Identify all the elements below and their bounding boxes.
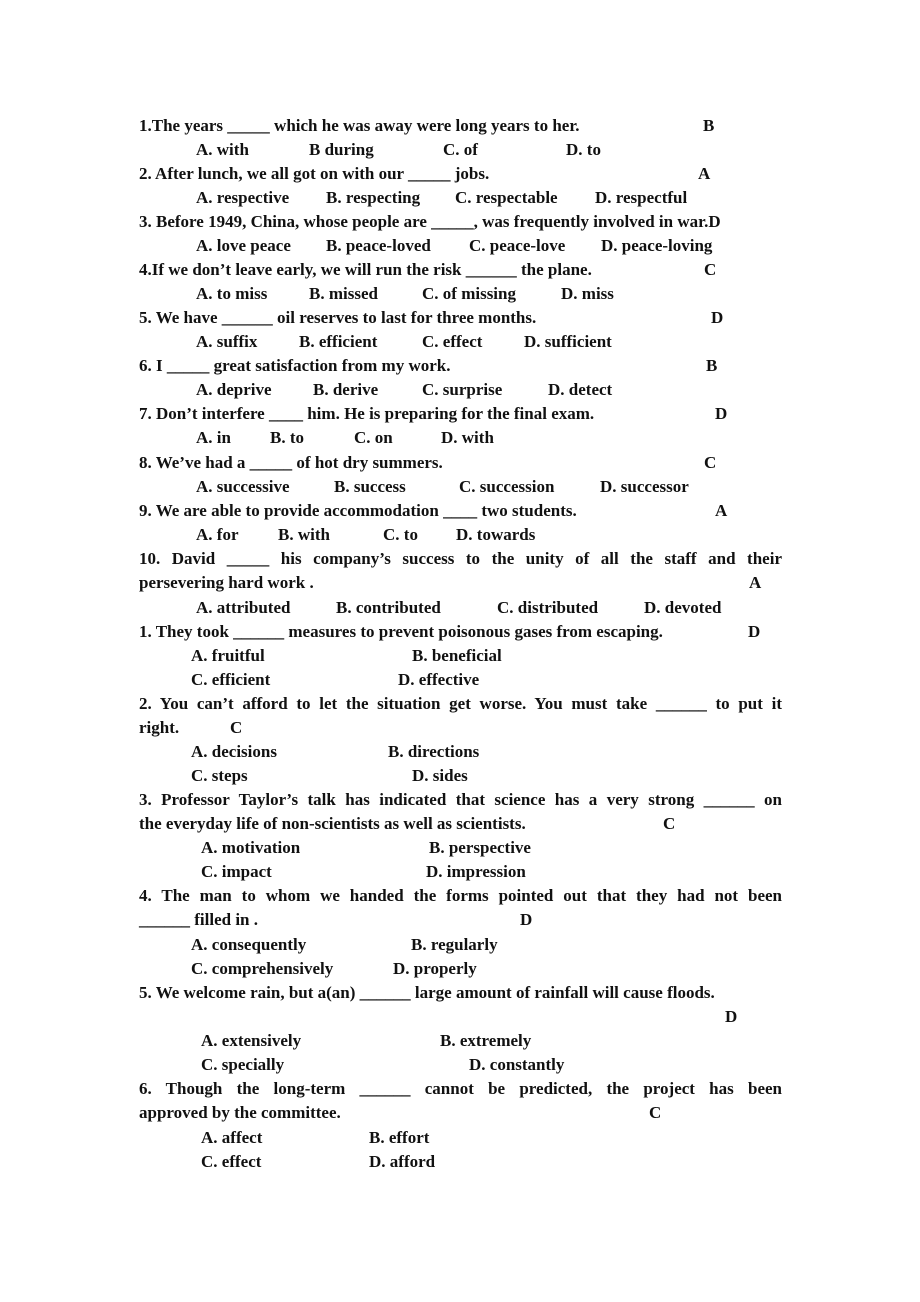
option: B during [309,140,374,159]
question-10-text-line2: persevering hard work . [139,573,314,592]
option: D. detect [548,380,613,399]
option: B. extremely [440,1031,532,1050]
question-6-answer: B [706,356,718,375]
option: D. properly [393,959,477,978]
part2-question-6-text-line1: 6. Though the long-term ______ cannot be predicted, the project has been [139,1079,782,1098]
option: D. successor [600,477,689,496]
option: A. fruitful [191,646,265,665]
option: C. steps [191,766,248,785]
question-1-answer: B [703,116,715,135]
option: A. respective [196,188,290,207]
option: A. decisions [191,742,277,761]
option: C. of [443,140,478,159]
option: C. succession [459,477,555,496]
question-10-text-line1: 10. David _____ his company’s success to the unity of all the staff and their [139,549,782,568]
question-9-answer: A [715,501,728,520]
option: C. efficient [191,670,271,689]
option: C. respectable [455,188,558,207]
part2-question-4-answer: D [520,910,533,929]
option: A. with [196,140,249,159]
option: D. with [441,428,494,447]
part2-question-5-text: 5. We welcome rain, but a(an) ______ large amount of rainfall will cause floods. [139,983,715,1002]
option: C. distributed [497,598,599,617]
option: C. effect [422,332,483,351]
part2-question-2-text-line2: right. [139,718,180,737]
option: C. effect [201,1152,262,1171]
option: A. attributed [196,598,291,617]
option: B. contributed [336,598,441,617]
option: D. to [566,140,601,159]
part2-question-4-text-line1: 4. The man to whom we handed the forms pointed out that they had not been [139,886,782,905]
option: A. in [196,428,231,447]
option: B. success [334,477,406,496]
option: B. efficient [299,332,378,351]
part2-question-2-text-line1: 2. You can’t afford to let the situation get worse. You must take ______ to put it [139,694,782,713]
option: B. effort [369,1128,430,1147]
option: B. regularly [411,935,498,954]
question-6-text: 6. I _____ great satisfaction from my work. [139,356,451,375]
option: C. specially [201,1055,285,1074]
option: D. towards [456,525,536,544]
option: D. respectful [595,188,688,207]
question-8-text: 8. We’ve had a _____ of hot dry summers. [139,453,443,472]
option: D. effective [398,670,480,689]
option: B. missed [309,284,378,303]
part2-question-4-text-line2: ______ filled in . [139,910,259,929]
option: A. to miss [196,284,268,303]
question-9-text: 9. We are able to provide accommodation ____ two students. [139,501,577,520]
part2-question-3-text-line1: 3. Professor Taylor’s talk has indicated that science has a very strong ______ on [139,790,782,809]
part2-question-3-answer: C [663,814,676,833]
option: C. surprise [422,380,503,399]
question-5-answer: D [711,308,724,327]
option: B. derive [313,380,379,399]
question-7-answer: D [715,404,728,423]
option: C. of missing [422,284,516,303]
option: D. sufficient [524,332,612,351]
option: A. deprive [196,380,272,399]
part2-question-2-answer: C [230,718,243,737]
option: A. affect [201,1128,263,1147]
question-7-text: 7. Don’t interfere ____ him. He is preparing for the final exam. [139,404,595,423]
option: C. to [383,525,418,544]
option: C. impact [201,862,272,881]
option: C. on [354,428,393,447]
question-4-text: 4.If we don’t leave early, we will run the risk ______ the plane. [139,260,592,279]
part2-question-1-text: 1. They took ______ measures to prevent poisonous gases from escaping. [139,622,663,641]
option: D. devoted [644,598,722,617]
question-2-answer: A [698,164,711,183]
option: D. afford [369,1152,436,1171]
question-5-text: 5. We have ______ oil reserves to last for three months. [139,308,537,327]
question-4-answer: C [704,260,717,279]
option: D. miss [561,284,614,303]
option: A. motivation [201,838,301,857]
option: D. peace-loving [601,236,713,255]
option: A. successive [196,477,290,496]
option: C. comprehensively [191,959,334,978]
option: B. perspective [429,838,531,857]
question-1-text: 1.The years _____ which he was away were long years to her. [139,116,580,135]
question-10-answer: A [749,573,762,592]
option: D. constantly [469,1055,565,1074]
option: B. to [270,428,304,447]
question-2-text: 2. After lunch, we all got on with our _____ jobs. [139,164,490,183]
option: B. with [278,525,330,544]
option: A. love peace [196,236,291,255]
part2-question-3-text-line2: the everyday life of non-scientists as well as scientists. [139,814,526,833]
option: B. beneficial [412,646,502,665]
option: D. impression [426,862,526,881]
part2-question-6-answer: C [649,1103,662,1122]
part2-question-6-text-line2: approved by the committee. [139,1103,341,1122]
option: C. peace-love [469,236,566,255]
option: A. suffix [196,332,258,351]
option: D. sides [412,766,468,785]
option: B. directions [388,742,480,761]
part2-question-5-answer: D [725,1007,738,1026]
option: B. peace-loved [326,236,431,255]
option: A. consequently [191,935,307,954]
part2-question-1-answer: D [748,622,761,641]
option: A. for [196,525,239,544]
option: A. extensively [201,1031,302,1050]
option: B. respecting [326,188,421,207]
question-3-text: 3. Before 1949, China, whose people are _____, was frequently involved in war.D [139,212,721,231]
question-8-answer: C [704,453,717,472]
